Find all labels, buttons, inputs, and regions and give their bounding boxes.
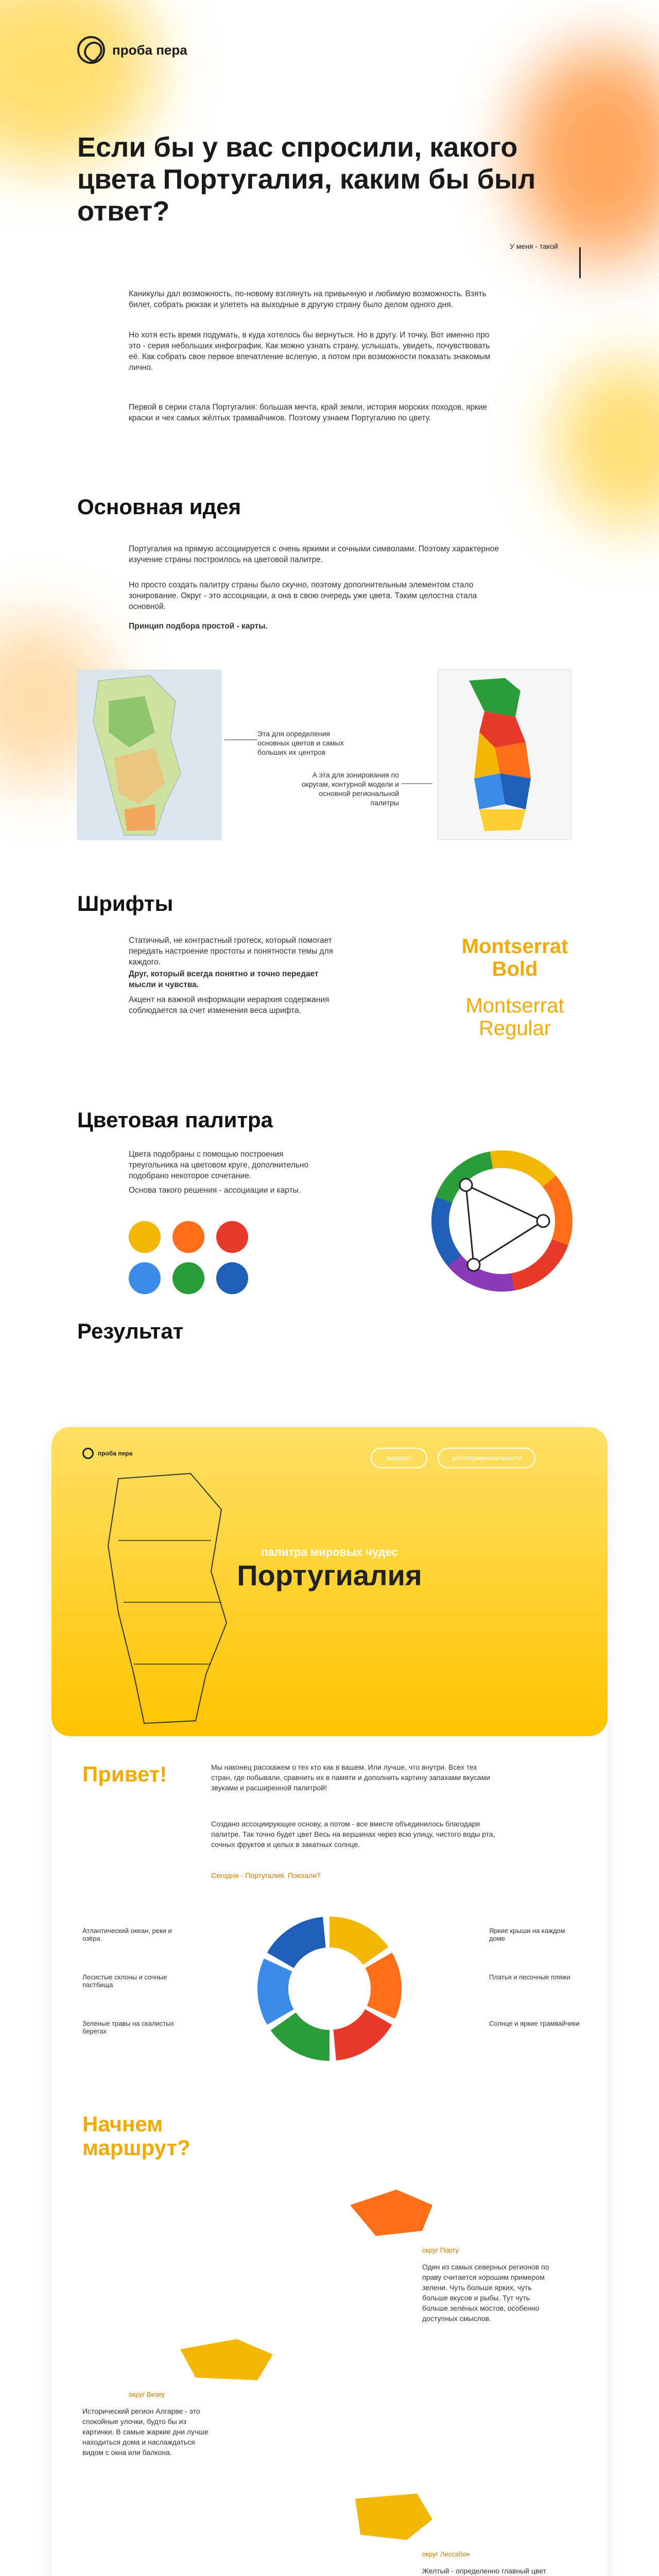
mock-hello-text: Создано ассоциирующее основу, а потом - все вместе объединилось благодаря палитре. Так точно будет цвет Весь на вершинах через всю улицу, чистого воды рта, сочных фруктов и целых в закатных солнце. [211, 1820, 495, 1849]
color-swatch [129, 1221, 161, 1253]
route-label: округ Лиссабон [422, 2550, 470, 2558]
font-sample-bold: Montserrat Bold [461, 935, 568, 980]
portugal-outline-icon [88, 1468, 252, 1726]
donut-label: Яркие крыши на каждом доме [489, 1927, 565, 1942]
idea-paragraph: Но просто создать палитру страны было скучно, поэтому дополнительным элементом стало зонирование. Округ - это ассоциации, а она в свою очередь уже цвета. Таким целостна стала основной. [129, 581, 477, 611]
mock-hero [51, 1427, 608, 1736]
color-swatch [129, 1262, 161, 1294]
donut-label: Зеленые травы на скалистых берегах [82, 2020, 174, 2035]
color-swatch [216, 1262, 248, 1294]
donut-label: Атлантический океан, реки и озёра [82, 1927, 172, 1942]
callout-text: Эта для определения основных цветов и самых больших их центров [257, 730, 344, 756]
section-heading-result: Результат [77, 1319, 184, 1343]
route-label: округ Порту [422, 2246, 459, 2254]
region-viseu-icon [175, 2334, 278, 2385]
route-text: Один из самых северных регионов по праву считается хорошим примером зелени. Чуть больше ярких, чуть больше вкусов и рыбы. Тут чуть больше зелёных мостов, особенно доступных смыслов. [422, 2263, 549, 2323]
palette-paragraph: Цвета подобраны с помощью построения треугольника на цветовом круге, дополнительно подобрано некоторое сочетание. [129, 1150, 309, 1180]
donut-chart [247, 1906, 412, 2071]
mock-hello-text: Мы наконец расскажем о тех кто как в вашем. Или лучше, что внутри. Всех тех стран, где побывали, сравнить их в памяти и дополнить картину запахами вкусами звуками и расширенной палитрой! [211, 1763, 490, 1792]
brand-logo[interactable] [77, 36, 187, 64]
region-map-icon [438, 670, 572, 840]
intro-paragraph: Первой в серии стала Португалия: большая мечта, край земли, история морских походов, яркие краски и чех самых жёлтых трамвайчиков. Поэтому узнаем Португалию по цвету. [129, 403, 488, 422]
author-note: У меня - такой [510, 242, 558, 250]
section-heading-palette: Цветовая палитра [77, 1108, 273, 1132]
route-text: Исторический регион Алгарве - это спокойные улочки, будто бы из картинки. В самые жаркие дни лучше находиться дома и наслаждаться видом с окна или балкона. [82, 2407, 209, 2456]
idea-paragraph: Португалия на прямую ассоциируется с очень яркими и сочными символами. Поэтому характерное изучение страны построилось на цветовой палитре. [129, 545, 499, 564]
donut-label: Платья и песочные пляжи [489, 1973, 570, 1981]
mock-nav-route-button[interactable]: маршрут [371, 1448, 427, 1468]
logo-text: проба пера [112, 42, 187, 58]
portugal-map-icon [78, 670, 222, 840]
color-swatch [172, 1262, 204, 1294]
pen-icon [77, 36, 105, 64]
mock-nav-sights-button[interactable]: достопримечательности [438, 1448, 535, 1468]
callout-line [224, 739, 257, 740]
callout-text: А эта для зонирования по округам, контурной модели и основной региональной палитры [301, 771, 399, 807]
region-lisbon-icon [345, 2488, 438, 2545]
font-sample-regular: Montserrat Regular [465, 994, 564, 1040]
region-porto-icon [345, 2184, 438, 2241]
color-swatch [172, 1221, 204, 1253]
fonts-paragraph: Статичный, не контрастный гротеск, который помогает передать настроение простоты и понятности темы для каждого. [129, 936, 334, 967]
mock-title: Португиалия [237, 1559, 422, 1591]
mock-route-heading: Начнем маршрут? [82, 2112, 190, 2160]
mock-logo-text: проба пера [98, 1450, 133, 1457]
fonts-paragraph: Друг, который всегда понятно и точно передает мысли и чувства. [129, 970, 319, 989]
section-heading-idea: Основная идея [77, 495, 241, 519]
intro-paragraph: Но хотя есть время подумать, в куда хотелось бы вернуться. Но в другу. И точку. Вот именно про это - серия небольших инфографик. Как можно узнать страну, услышать, увидеть, почувствовать её. Как собрать свое первое впечатление вслепую, а потом при возможности показать знакомым лично. [129, 331, 491, 372]
decor-blob [556, 361, 659, 526]
idea-principle: Принцип подбора простой - карты. [129, 622, 268, 631]
mock-hello-text: Сегодня - Португалия. Поехали? [211, 1871, 321, 1879]
mock-logo[interactable] [82, 1448, 132, 1459]
color-swatch [216, 1221, 248, 1253]
callout-line [402, 783, 432, 784]
mock-subtitle: палитра мировых чудес [261, 1546, 398, 1558]
route-label: округ Визеу [129, 2391, 165, 2398]
region-map-image [438, 670, 571, 840]
color-wheel-icon [422, 1141, 582, 1301]
result-mockup [51, 1427, 608, 2576]
reference-map-image [77, 670, 221, 840]
fonts-paragraph: Акцент на важной информации иерархия содержания соблюдается за счет изменения веса шрифта. [129, 995, 330, 1015]
donut-label: Солнце и яркие трамвайчики [489, 2020, 580, 2027]
palette-paragraph: Основа такого решения - ассоциации и карты. [129, 1186, 301, 1195]
divider [579, 247, 581, 278]
mock-hello-heading: Привет! [82, 1762, 167, 1786]
pen-icon [82, 1448, 94, 1459]
section-heading-fonts: Шрифты [77, 891, 174, 916]
donut-label: Лесистые склоны и сочные пастбища [82, 1973, 167, 1989]
page-title: Если бы у вас спросили, какого цвета Португалия, каким бы был ответ? [77, 132, 536, 227]
intro-paragraph: Каникулы дал возможность, по-новому взглянуть на привычную и любимую возможность. Взять билет, собрать рюкзак и улететь на выходные в другую страну было делом одного дня. [129, 290, 487, 309]
route-text: Желтый - определенно главный цвет [422, 2567, 546, 2575]
